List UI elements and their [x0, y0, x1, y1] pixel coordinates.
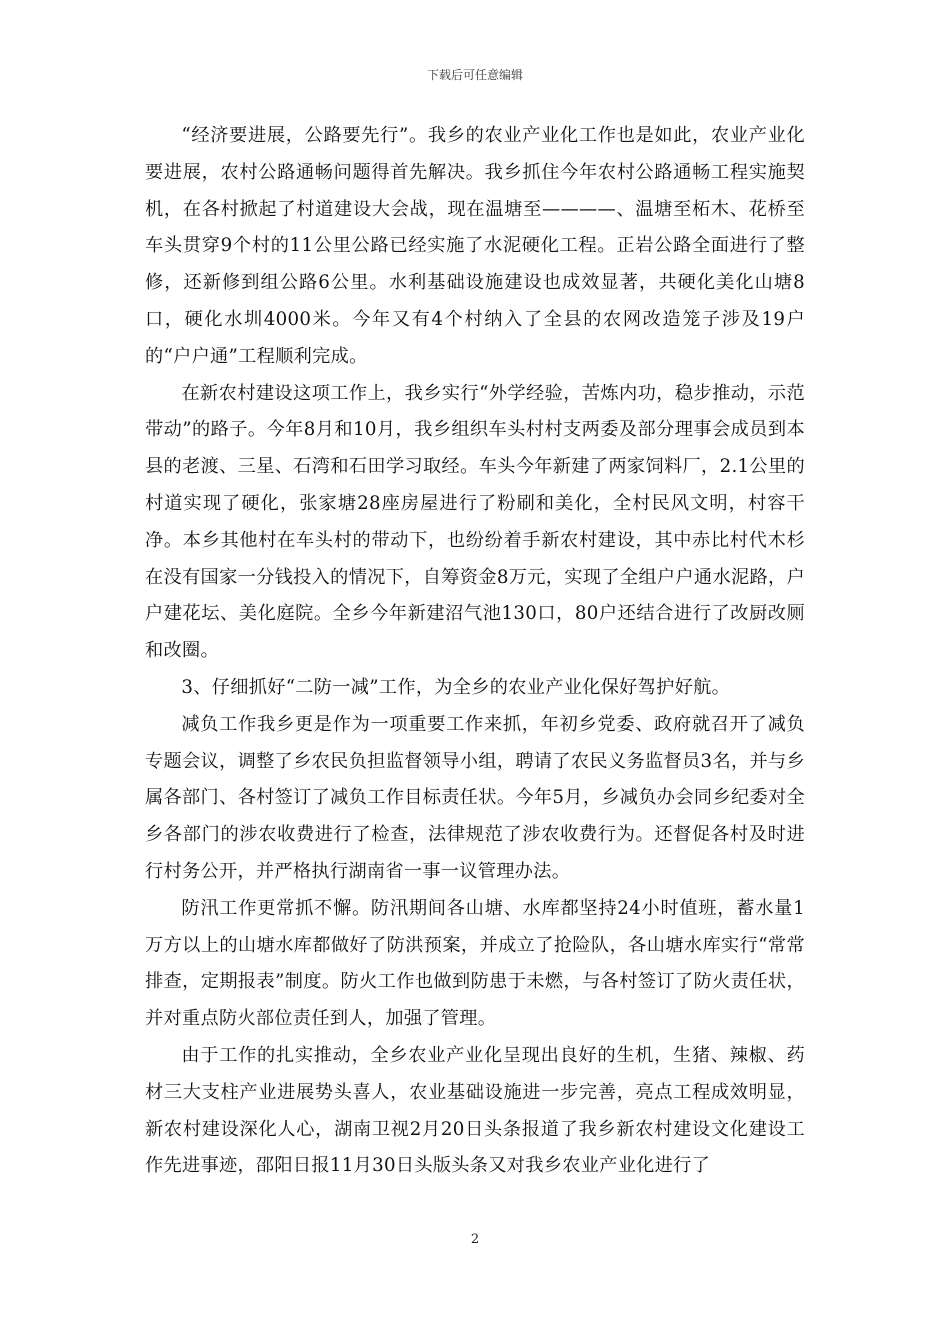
paragraph-section-heading: 3、仔细抓好“二防一减”工作，为全乡的农业产业化保好驾护好航。	[181, 676, 731, 698]
paragraph-new-rural-construction: 在新农村建设这项工作上，我乡实行“外学经验，苦炼内功，稳步推动，示范带动”的路子。今年8月和10月，我乡组织车头村村支两委及部分理事会成员到本县的老渡、三星、石湾和石田学习取经。车头今年新建了两家饲料厂，2.1公里的村道实现了硬化，张家塘28座房屋进行了粉刷和美化，全村民风文明，村容干净。本乡其他村在车头村的带动下，也纷纷着手新农村建设，其中赤比村代木杉在没有国家一分钱投入的情况下，自筹资金8万元，实现了全组户户通水泥路，户户建花坛、美化庭院。全乡今年新建沼气池130口，80户还结合进行了改厨改厕和改圈。	[145, 382, 805, 662]
paragraph-results-summary: 由于工作的扎实推动，全乡农业产业化呈现出良好的生机，生猪、辣椒、药材三大支柱产业进展势头喜人，农业基础设施进一步完善，亮点工程成效明显，新农村建设深化人心，湖南卫视2月20日头条报道了我乡新农村建设文化建设工作先进事迹，邵阳日报11月30日头版头条又对我乡农业产业化进行了	[145, 1044, 805, 1177]
page-header: 下载后可任意编辑	[426, 68, 523, 82]
page-number: 2	[470, 1232, 480, 1247]
paragraph-flood-fire-prevention: 防汛工作更常抓不懈。防汛期间各山塘、水库都坚持24小时值班，蓄水量1万方以上的山塘水库都做好了防洪预案，并成立了抢险队，各山塘水库实行“常常排查，定期报表”制度。防火工作也做到防患于未燃，与各村签订了防火责任状，并对重点防火部位责任到人，加强了管理。	[145, 897, 805, 1030]
paragraph-burden-reduction: 减负工作我乡更是作为一项重要工作来抓，年初乡党委、政府就召开了减负专题会议，调整了乡农民负担监督领导小组，聘请了农民义务监督员3名，并与乡属各部门、各村签订了减负工作目标责任状。今年5月，乡减负办会同乡纪委对全乡各部门的涉农收费进行了检查，法律规范了涉农收费行为。还督促各村及时进行村务公开，并严格执行湖南省一事一议管理办法。	[145, 713, 805, 882]
paragraph-road-construction: “经济要进展，公路要先行”。我乡的农业产业化工作也是如此，农业产业化要进展，农村公路通畅问题得首先解决。我乡抓住今年农村公路通畅工程实施契机，在各村掀起了村道建设大会战，现在温塘至————、温塘至柘木、花桥至车头贯穿9个村的11公里公路已经实施了水泥硬化工程。正岩公路全面进行了整修，还新修到组公路6公里。水利基础设施建设也成效显著，共硬化美化山塘8口，硬化水圳4000米。今年又有4个村纳入了全县的农网改造笼子涉及19户的“户户通”工程顺利完成。	[145, 125, 805, 367]
document-body	[145, 118, 805, 1185]
